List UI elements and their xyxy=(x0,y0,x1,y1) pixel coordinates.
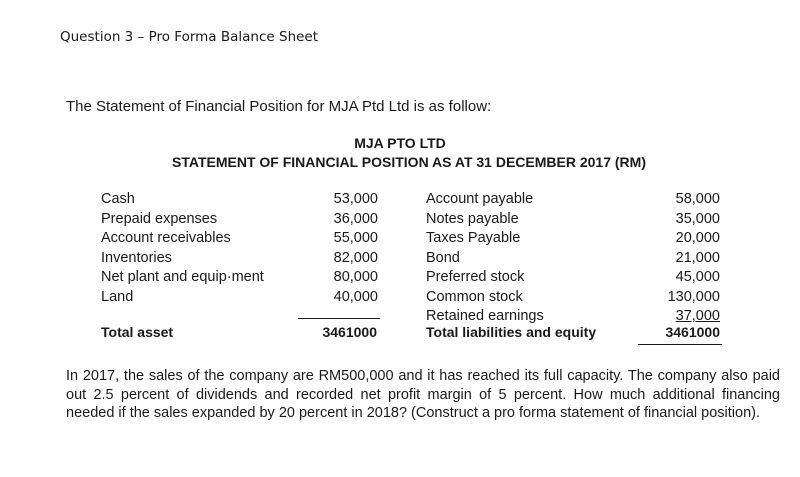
asset-label: Inventories xyxy=(101,249,172,266)
total-asset-value: 3461000 xyxy=(322,324,377,340)
asset-label: Account receivables xyxy=(101,230,231,246)
liability-label: Retained earnings xyxy=(426,308,544,324)
total-asset-label: Total asset xyxy=(101,324,174,340)
liability-value: 58,000 xyxy=(675,191,720,207)
liability-value: 21,000 xyxy=(675,249,720,266)
asset-label: Net plant and equip·ment xyxy=(101,269,264,285)
asset-value: 40,000 xyxy=(333,288,378,305)
total-asset-rule xyxy=(298,318,380,319)
liability-value: 45,000 xyxy=(675,269,720,285)
asset-label: Land xyxy=(101,288,134,305)
total-liabilities-label: Total liabilities and equity xyxy=(426,324,597,340)
asset-labels xyxy=(101,190,264,307)
asset-value: 80,000 xyxy=(333,269,378,285)
liability-value: 35,000 xyxy=(675,210,720,227)
asset-label: Prepaid expenses xyxy=(101,210,218,227)
asset-value: 55,000 xyxy=(333,230,378,246)
question-paragraph: In 2017, the sales of the company are RM500,000 and it has reached its full capacity. The company also paid out 2.5 percent of dividends and recorded net profit margin of 5 percent. How much additional financing needed if the sales expanded by 20 percent in 2018? (Construct a pro forma statement of financial position). xyxy=(66,368,780,421)
liability-label: Common stock xyxy=(426,288,523,305)
liability-labels xyxy=(426,190,544,327)
intro-text: The Statement of Financial Position for MJA Ptd Ltd is as follow: xyxy=(66,98,492,115)
liability-label: Notes payable xyxy=(426,210,519,227)
company-name: MJA PTO LTD xyxy=(354,135,446,151)
total-liabilities-rule xyxy=(638,344,722,345)
liability-label: Taxes Payable xyxy=(426,230,521,246)
total-liabilities-value: 3461000 xyxy=(665,324,720,340)
liability-values xyxy=(630,190,720,327)
asset-value: 82,000 xyxy=(333,249,378,266)
liability-value: 20,000 xyxy=(675,230,720,246)
liability-label: Preferred stock xyxy=(426,269,525,285)
liability-label: Bond xyxy=(426,249,460,266)
statement-title: STATEMENT OF FINANCIAL POSITION AS AT 31 DECEMBER 2017 (RM) xyxy=(172,154,646,170)
asset-label: Cash xyxy=(101,191,135,207)
liability-label: Account payable xyxy=(426,191,534,207)
liability-value: 130,000 xyxy=(667,288,720,305)
question-heading: Question 3 – Pro Forma Balance Sheet xyxy=(60,29,319,45)
asset-value: 36,000 xyxy=(333,210,378,227)
liability-value: 37,000 xyxy=(675,308,720,324)
asset-value: 53,000 xyxy=(333,191,378,207)
asset-values xyxy=(300,190,378,307)
